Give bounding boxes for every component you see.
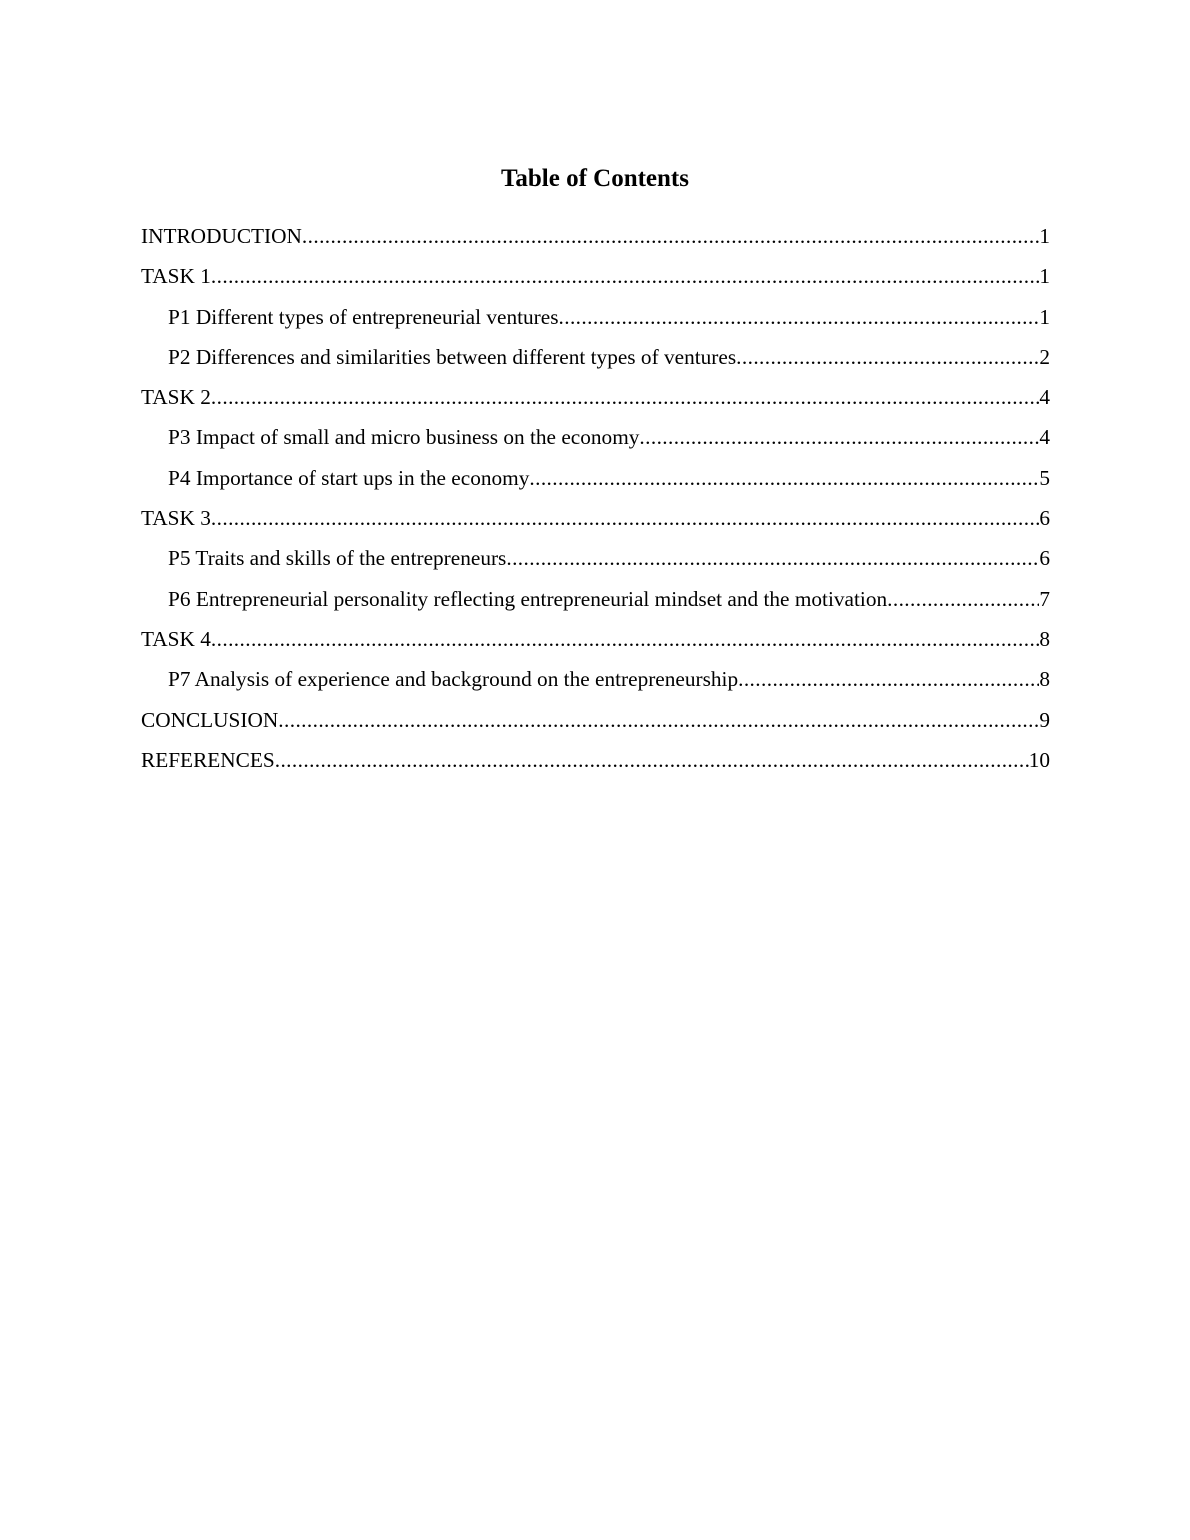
toc-entry-page: 5 <box>1039 465 1050 490</box>
toc-entry-page: 2 <box>1039 344 1050 369</box>
toc-entry-page: 1 <box>1039 304 1050 329</box>
toc-entry-p5[interactable] <box>141 541 1050 581</box>
toc-entry-text: P7 Analysis of experience and background on the entrepreneurship <box>168 667 739 692</box>
toc-entry-p1[interactable] <box>141 300 1050 340</box>
toc-entry-text: P3 Impact of small and micro business on the economy <box>168 425 640 450</box>
toc-dot-leader <box>887 582 1039 616</box>
toc-entry-page: 8 <box>1039 667 1050 692</box>
toc-entry-text: CONCLUSION <box>141 707 279 732</box>
toc-entry-page: 8 <box>1039 626 1050 651</box>
toc-dot-leader <box>211 622 1039 656</box>
toc-entry-page: 6 <box>1039 546 1050 571</box>
toc-entry-p2[interactable] <box>141 340 1050 380</box>
toc-entry-conclusion[interactable] <box>141 703 1050 743</box>
toc-dot-leader <box>211 501 1039 535</box>
toc-entry-p6[interactable] <box>141 582 1050 622</box>
toc-dot-leader <box>736 340 1039 374</box>
toc-entry-task-2[interactable] <box>141 380 1050 420</box>
toc-entry-text: REFERENCES <box>141 747 275 772</box>
toc-dot-leader <box>302 219 1039 253</box>
toc-dot-leader <box>275 743 1029 777</box>
toc-entry-references[interactable] <box>141 743 1050 783</box>
toc-entry-text: P4 Importance of start ups in the economy <box>168 465 530 490</box>
toc-entry-p7[interactable] <box>141 662 1050 702</box>
toc-entry-text: INTRODUCTION <box>141 224 302 248</box>
toc-entry-page: 9 <box>1039 707 1050 732</box>
toc-entry-page: 6 <box>1039 506 1050 531</box>
toc-entry-text: P6 Entrepreneurial personality reflecting entrepreneurial mindset and the motivation <box>168 586 888 611</box>
toc-entry-page: 7 <box>1039 586 1050 611</box>
toc-dot-leader <box>278 703 1039 737</box>
toc-dot-leader <box>639 420 1039 454</box>
toc-entry-p3[interactable] <box>141 420 1050 460</box>
toc-dot-leader <box>559 300 1040 334</box>
toc-entry-text: TASK 1 <box>141 264 211 289</box>
toc-dot-leader <box>529 461 1039 495</box>
toc-entry-page: 1 <box>1039 264 1050 289</box>
toc-dot-leader <box>211 259 1039 293</box>
toc-entry-text: TASK 2 <box>141 385 211 410</box>
toc-entry-task-4[interactable] <box>141 622 1050 662</box>
toc-entry-page: 10 <box>1028 747 1050 772</box>
toc-title: Table of Contents <box>501 165 689 192</box>
toc-entry-page: 4 <box>1039 425 1050 450</box>
toc-entry-task-1[interactable] <box>141 259 1050 299</box>
toc-entry-text: TASK 4 <box>141 626 211 651</box>
toc-entry-text: P5 Traits and skills of the entrepreneurs <box>168 546 507 571</box>
toc-entry-p4[interactable] <box>141 461 1050 501</box>
toc-entry-page: 4 <box>1039 385 1050 410</box>
toc-list <box>141 219 1050 783</box>
toc-dot-leader <box>211 380 1039 414</box>
toc-entry-page: 1 <box>1039 224 1050 248</box>
toc-dot-leader <box>738 662 1039 696</box>
toc-entry-introduction[interactable] <box>141 219 1050 259</box>
toc-entry-text: TASK 3 <box>141 506 211 531</box>
toc-entry-task-3[interactable] <box>141 501 1050 541</box>
toc-entry-text: P2 Differences and similarities between different types of ventures <box>168 344 737 369</box>
toc-dot-leader <box>506 541 1039 575</box>
toc-entry-text: P1 Different types of entrepreneurial ventures <box>168 304 559 329</box>
